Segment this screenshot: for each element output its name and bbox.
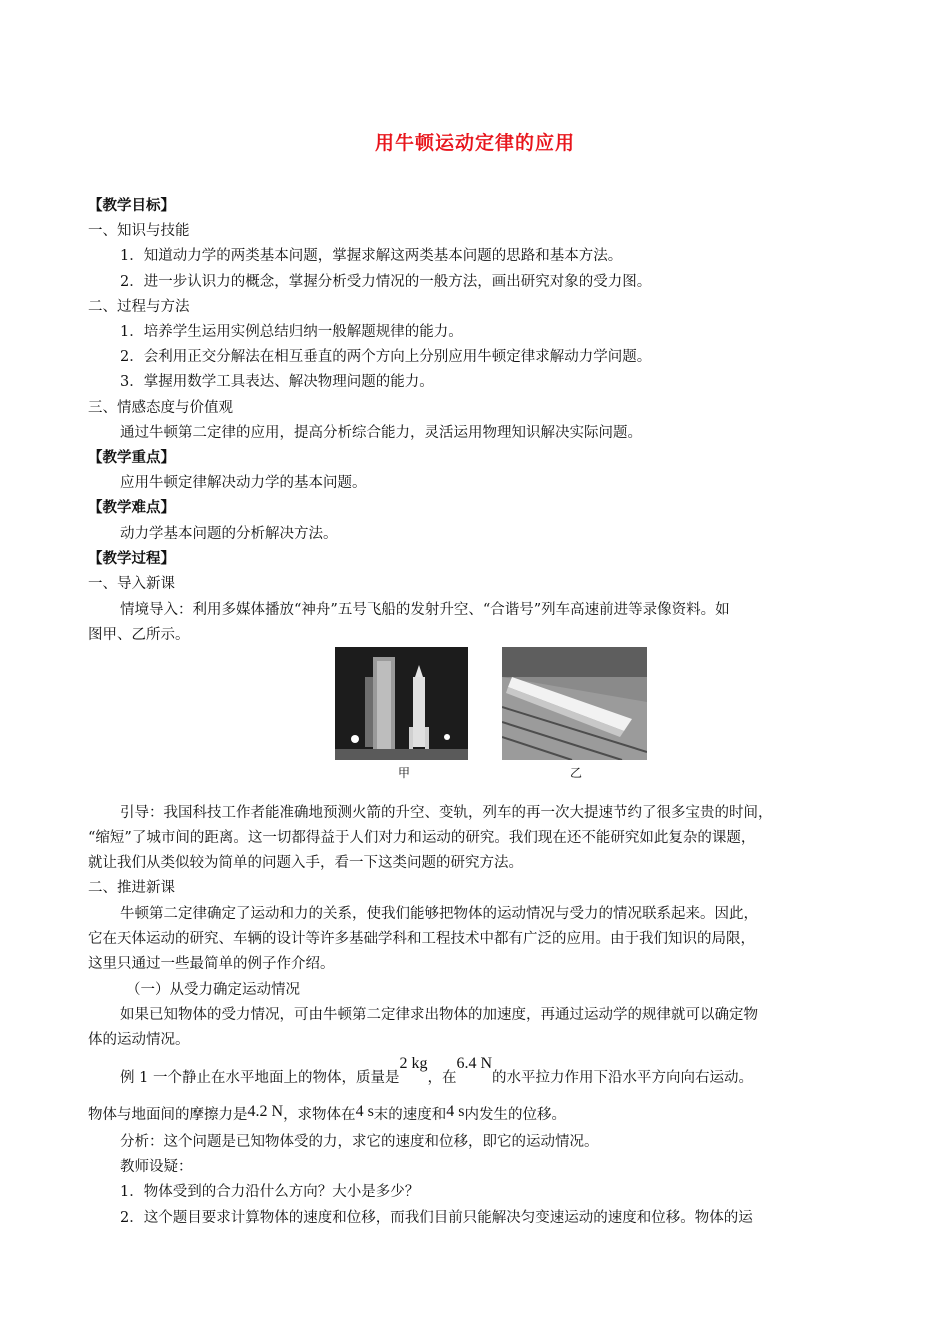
text-line: 教师设疑： bbox=[120, 1159, 193, 1175]
example-text: 例 1 一个静止在水平地面上的物体，质量是 bbox=[120, 1070, 400, 1086]
text-line: 图甲、乙所示。 bbox=[88, 627, 190, 643]
section-heading: 【教学目标】 bbox=[88, 198, 175, 214]
subheading: 二、过程与方法 bbox=[88, 299, 190, 315]
text-line: 应用牛顿定律解决动力学的基本问题。 bbox=[120, 475, 367, 491]
figure-caption-a: 甲 bbox=[398, 766, 411, 780]
example-text: ，求物体在 bbox=[283, 1107, 356, 1123]
force-value: 6.4 N bbox=[456, 1055, 493, 1072]
example-text: 物体与地面间的摩擦力是 bbox=[88, 1107, 248, 1123]
text-line: 引导：我国科技工作者能准确地预测火箭的升空、变轨，列车的再一次大提速节约了很多宝贵的时间， bbox=[120, 805, 773, 821]
text-line: 1．物体受到的合力沿什么方向？大小是多少？ bbox=[120, 1184, 420, 1200]
section-heading: 【教学重点】 bbox=[88, 450, 175, 466]
rocket-launch-photo bbox=[335, 647, 468, 760]
example-line bbox=[120, 1055, 754, 1088]
text-line: 就让我们从类似较为简单的问题入手，看一下这类问题的研究方法。 bbox=[88, 855, 523, 871]
text-line: 如果已知物体的受力情况，可由牛顿第二定律求出物体的加速度，再通过运动学的规律就可以确定物 bbox=[120, 1007, 758, 1023]
subsection-heading: （一）从受力确定运动情况 bbox=[126, 982, 300, 998]
text-line: 这里只通过一些最简单的例子作介绍。 bbox=[88, 956, 335, 972]
subheading: 二、推进新课 bbox=[88, 880, 175, 896]
subheading: 一、知识与技能 bbox=[88, 223, 190, 239]
text-line: 体的运动情况。 bbox=[88, 1032, 190, 1048]
text-line: 2．进一步认识力的概念，掌握分析受力情况的一般方法，画出研究对象的受力图。 bbox=[120, 274, 652, 290]
figure-caption-b: 乙 bbox=[570, 766, 583, 780]
time-value: 4 s bbox=[355, 1103, 374, 1120]
section-heading: 【教学过程】 bbox=[88, 551, 175, 567]
text-line: 它在天体运动的研究、车辆的设计等许多基础学科和工程技术中都有广泛的应用。由于我们知识的局限， bbox=[88, 931, 755, 947]
example-line bbox=[88, 1105, 566, 1125]
page-title: 用牛顿运动定律的应用 bbox=[374, 132, 575, 154]
subheading: 三、情感态度与价值观 bbox=[88, 400, 233, 416]
example-text: 内发生的位移。 bbox=[464, 1107, 567, 1123]
example-text: 末的速度和 bbox=[373, 1107, 447, 1123]
text-line: 1．培养学生运用实例总结归纳一般解题规律的能力。 bbox=[120, 324, 463, 340]
text-line: 牛顿第二定律确定了运动和力的关系，使我们能够把物体的运动情况与受力的情况联系起来。因此， bbox=[120, 906, 758, 922]
text-line: “缩短”了城市间的距离。这一切都得益于人们对力和运动的研究。我们现在还不能研究如此复杂的课题， bbox=[88, 830, 756, 846]
mass-value: 2 kg bbox=[399, 1055, 428, 1072]
text-line: 情境导入：利用多媒体播放“神舟”五号飞船的发射升空、“合谐号”列车高速前进等录像资料。如 bbox=[120, 602, 730, 618]
friction-value: 4.2 N bbox=[247, 1103, 284, 1120]
text-line: 1．知道动力学的两类基本问题，掌握求解这两类基本问题的思路和基本方法。 bbox=[120, 248, 623, 264]
text-line: 3．掌握用数学工具表达、解决物理问题的能力。 bbox=[120, 374, 434, 390]
text-line: 分析：这个问题是已知物体受的力，求它的速度和位移，即它的运动情况。 bbox=[120, 1134, 599, 1150]
subheading: 一、导入新课 bbox=[88, 576, 175, 592]
text-line: 2．会利用正交分解法在相互垂直的两个方向上分别应用牛顿定律求解动力学问题。 bbox=[120, 349, 652, 365]
text-line: 2．这个题目要求计算物体的速度和位移，而我们目前只能解决匀变速运动的速度和位移。物体的运 bbox=[120, 1210, 753, 1226]
time-value: 4 s bbox=[446, 1103, 465, 1120]
example-text: ，在 bbox=[427, 1070, 457, 1086]
train-photo bbox=[502, 647, 647, 760]
text-line: 动力学基本问题的分析解决方法。 bbox=[120, 526, 338, 542]
text-line: 通过牛顿第二定律的应用，提高分析综合能力，灵活运用物理知识解决实际问题。 bbox=[120, 425, 642, 441]
section-heading: 【教学难点】 bbox=[88, 500, 175, 516]
example-text: 的水平拉力作用下沿水平方向向右运动。 bbox=[492, 1070, 754, 1086]
